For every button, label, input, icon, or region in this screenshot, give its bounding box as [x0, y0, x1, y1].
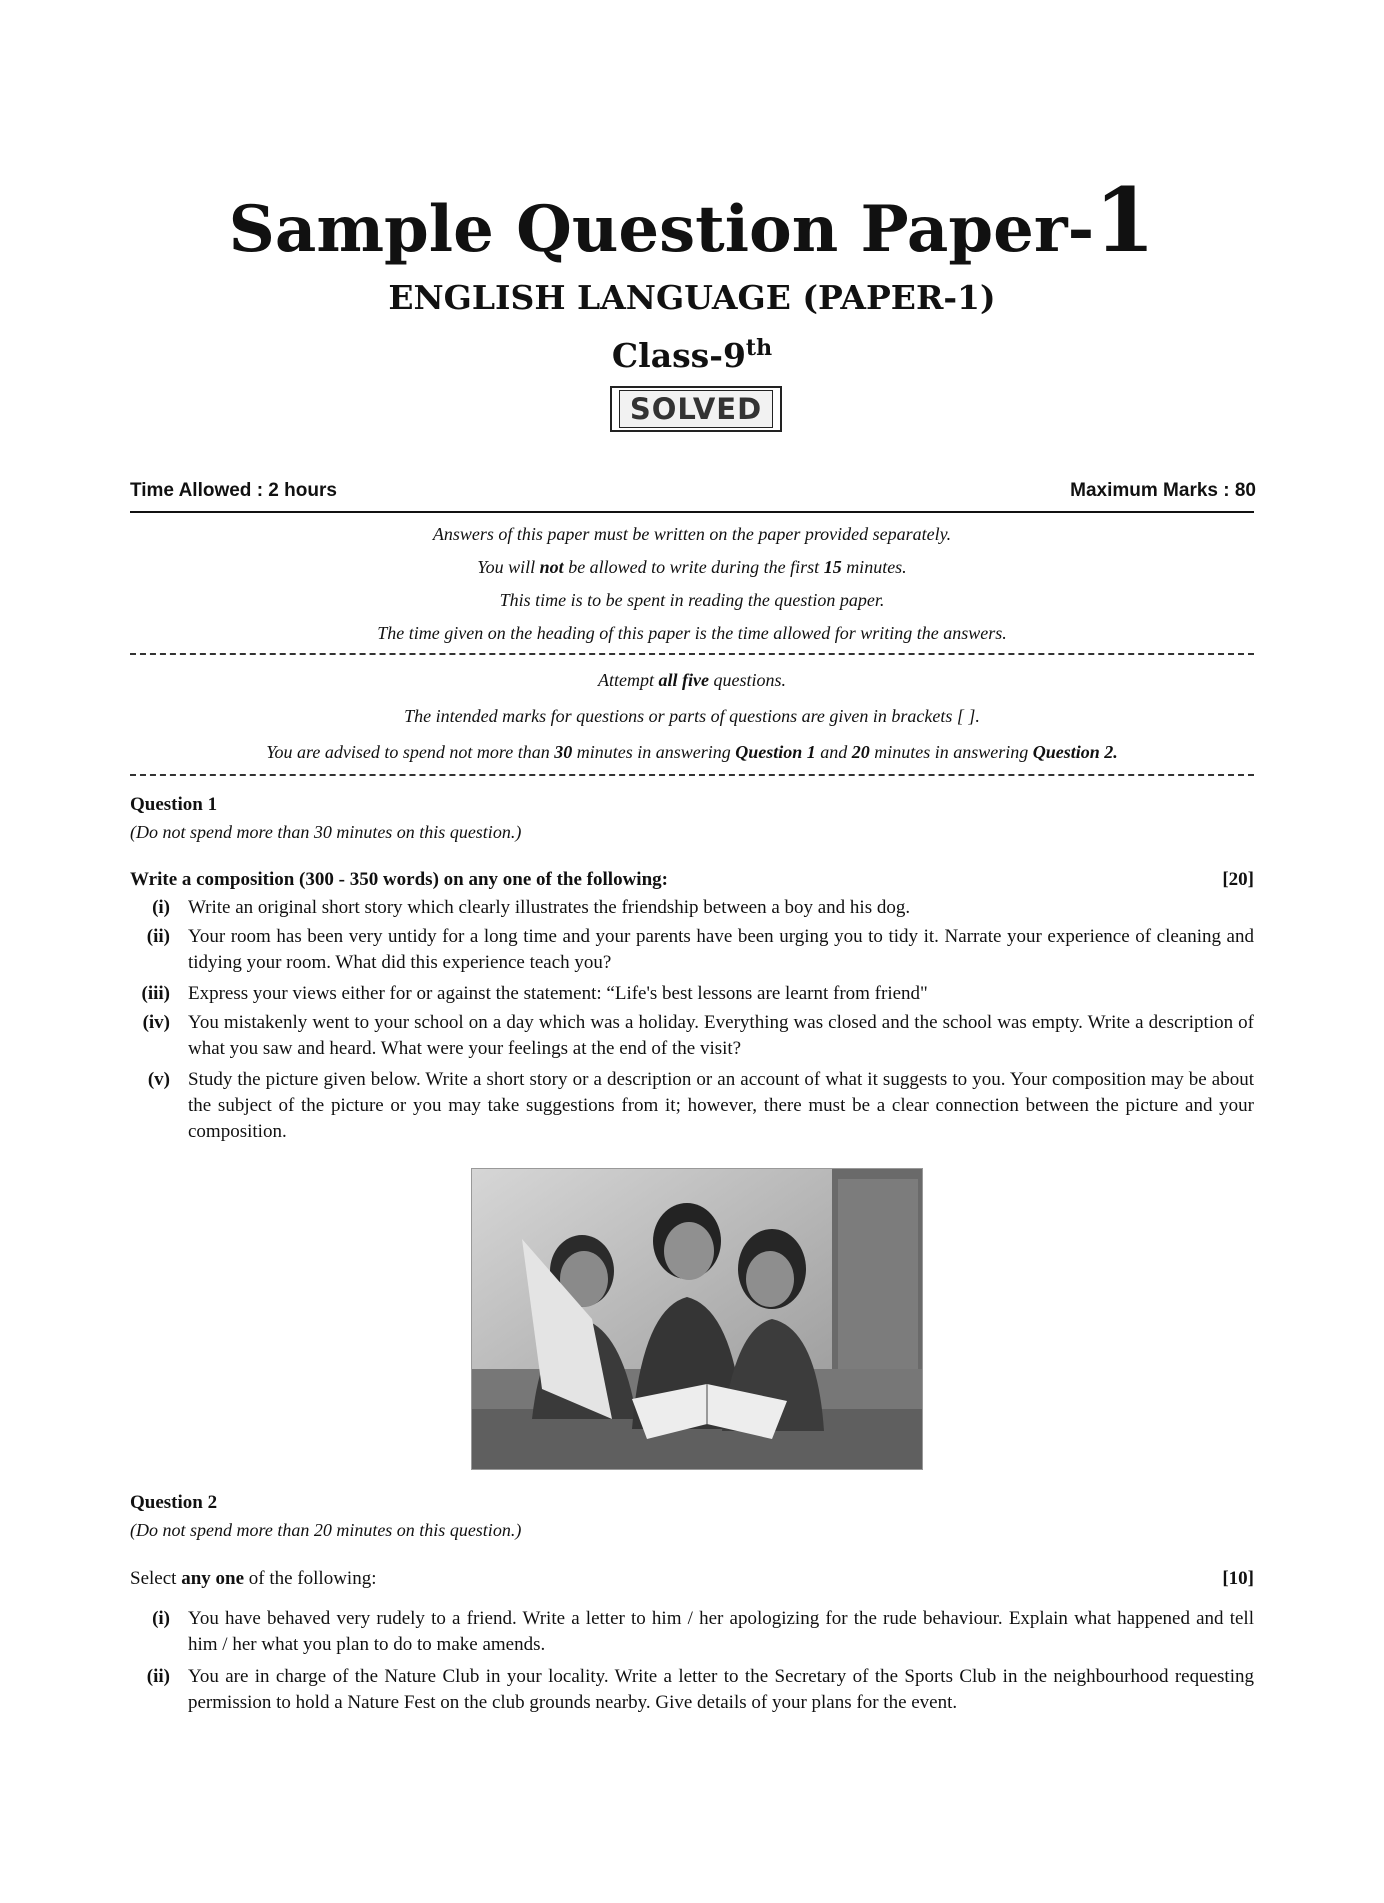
time-allowed: Time Allowed : 2 hours	[130, 480, 337, 501]
option-text: Write an original short story which clearly illustrates the friendship between a boy and his dog.	[188, 897, 911, 918]
question-1-note: (Do not spend more than 30 minutes on this question.)	[130, 822, 522, 842]
instruction-line	[130, 664, 1254, 697]
option-number: (v)	[147, 1069, 170, 1090]
question-1-marks: [20]	[1222, 869, 1254, 890]
instruction-line	[130, 736, 1254, 769]
option-text: Express your views either for or against the statement: “Life's best lessons are learnt from friend"	[188, 983, 928, 1004]
instruction-text: You are advised to spend not more than 30 minutes in answering Question 1 and 20 minutes in answering Question 2.	[266, 742, 1118, 762]
question-2-note: (Do not spend more than 20 minutes on this question.)	[130, 1520, 522, 1540]
option-text: Study the picture given below. Write a short story or a description or an account of what it suggests to you. Your composition may be about the subject of the picture or you may take suggestions from it; however, there must be a clear connection between the picture and your composition.	[188, 1069, 1254, 1142]
class-label-text: Class-9	[611, 336, 746, 375]
dashed-divider	[130, 653, 1254, 655]
instruction-line: This time is to be spent in reading the question paper.	[499, 590, 885, 610]
instruction-line: Answers of this paper must be written on the paper provided separately.	[432, 524, 952, 544]
paper-title-text: Sample Question Paper-	[228, 192, 1095, 267]
maximum-marks: Maximum Marks : 80	[1070, 480, 1256, 501]
instruction-line: The intended marks for questions or parts of questions are given in brackets [ ].	[404, 706, 980, 726]
question-1-task	[130, 867, 1254, 893]
option-number: (iv)	[142, 1012, 170, 1033]
instruction-text: Attempt all five questions.	[598, 670, 786, 690]
instruction-text: You will not be allowed to write during the first 15 minutes.	[477, 557, 907, 577]
paper-number: 1	[1094, 168, 1156, 272]
three-girls-reading-photo	[471, 1168, 923, 1470]
option-text: Your room has been very untidy for a long time and your parents have been urging you to tidy it. Narrate your experience of cleaning and tidying your room. What did this experience teach you?	[188, 926, 1254, 973]
solved-badge	[610, 386, 782, 432]
instruction-line	[130, 551, 1254, 584]
photo-illustration	[472, 1169, 923, 1470]
option-number: (i)	[152, 1608, 170, 1629]
option-text: You are in charge of the Nature Club in your locality. Write a letter to the Secretary of the Sports Club in the neighbourhood requesting permission to hold a Nature Fest on the club grounds nearby. Give details of your plans for the event.	[188, 1666, 1254, 1713]
header-divider	[130, 511, 1254, 513]
instruction-line: The time given on the heading of this paper is the time allowed for writing the answers.	[377, 623, 1007, 643]
class-label	[0, 326, 1384, 378]
solved-badge-text: SOLVED	[619, 390, 773, 428]
dashed-divider	[130, 774, 1254, 776]
question-2-marks: [10]	[1222, 1568, 1254, 1589]
option-number: (ii)	[146, 926, 170, 947]
option-number: (iii)	[141, 983, 170, 1004]
option-text: You mistakenly went to your school on a day which was a holiday. Everything was closed and the school was empty. Write a description of what you saw and heard. What were your feelings at the end of the visit?	[188, 1012, 1254, 1059]
question-1-heading: Question 1	[130, 794, 218, 815]
option-number: (ii)	[146, 1666, 170, 1687]
question-2-task-text: Select any one of the following:	[130, 1568, 377, 1589]
question-2-task	[130, 1566, 1254, 1592]
question-2-heading: Question 2	[130, 1492, 218, 1513]
option-text: You have behaved very rudely to a friend. Write a letter to him / her apologizing for the rude behaviour. Explain what happened and tell him / her what you plan to do to make amends.	[188, 1608, 1254, 1655]
option-number: (i)	[152, 897, 170, 918]
class-label-suffix: th	[745, 335, 773, 361]
paper-subtitle: ENGLISH LANGUAGE (PAPER-1)	[388, 278, 996, 317]
question-1-task-text: Write a composition (300 - 350 words) on any one of the following:	[130, 869, 668, 890]
paper-title	[0, 168, 1384, 275]
